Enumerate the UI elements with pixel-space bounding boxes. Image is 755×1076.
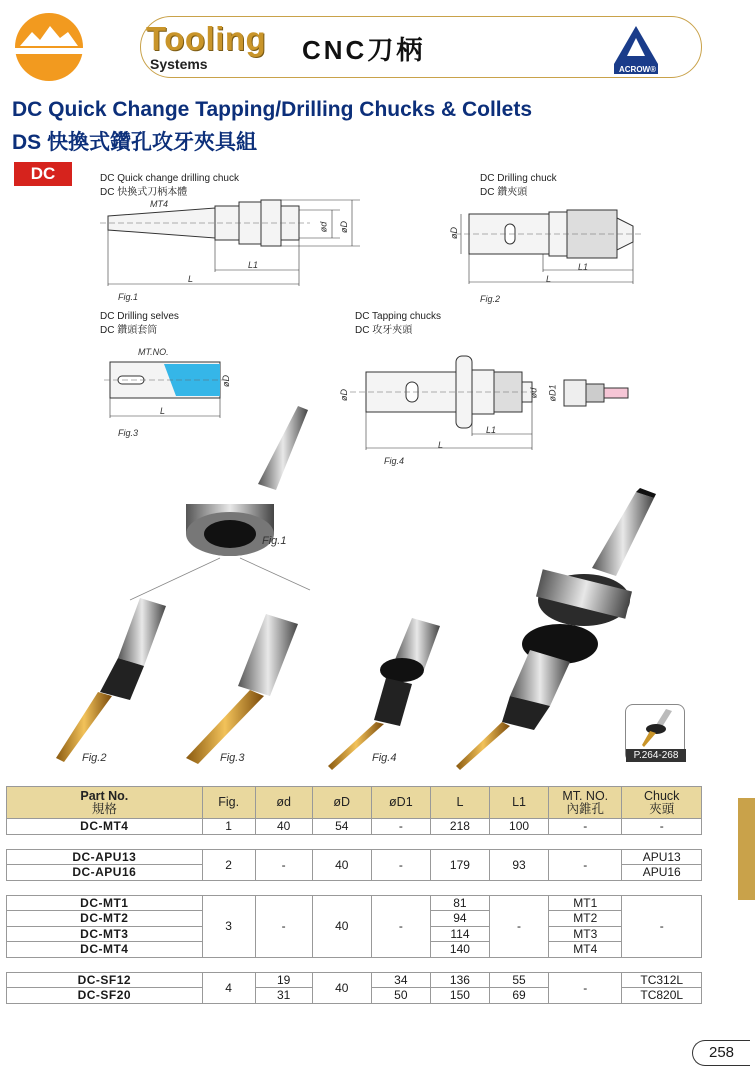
photo-label-fig3: Fig.3 — [220, 752, 245, 764]
fig3-caption — [100, 310, 179, 338]
photo-fig3 — [186, 614, 298, 764]
header-d: ød — [255, 787, 312, 819]
part-number: DC-MT4 — [7, 942, 203, 958]
cell-L: 179 — [430, 849, 489, 880]
cell-L: 140 — [430, 942, 489, 958]
fig3-mt-label: MT.NO. — [138, 347, 169, 357]
table-spacer — [7, 880, 702, 895]
header-chuck: Chuck 夾頭 — [622, 787, 702, 819]
fig1-caption — [100, 172, 239, 200]
part-number: DC-APU16 — [7, 865, 203, 881]
cell-D: 40 — [312, 895, 371, 957]
table-header-row — [7, 787, 702, 819]
table-row — [7, 849, 702, 865]
photo-label-fig2: Fig.2 — [82, 752, 107, 764]
part-number: DC-MT2 — [7, 911, 203, 927]
fig1-drawing — [100, 198, 370, 294]
cell-chuck: APU16 — [622, 865, 702, 881]
cell-mt: MT3 — [549, 926, 622, 942]
fig2-caption-zh: DC 鑽夾頭 — [480, 187, 528, 198]
photo-fig1 — [186, 406, 308, 556]
cell-mt: - — [549, 819, 622, 835]
cell-fig: 3 — [202, 895, 255, 957]
reference-thumbnail-image — [626, 705, 684, 749]
part-number: DC-SF12 — [7, 972, 203, 988]
fig1-caption-zh: DC 快換式刀柄本體 — [100, 187, 188, 198]
cell-d: 40 — [255, 819, 312, 835]
fig2-label: Fig.2 — [480, 294, 501, 304]
fig4-D-label: øD — [339, 389, 349, 401]
fig2-caption-en: DC Drilling chuck — [480, 173, 557, 184]
photo-fig2 — [56, 598, 166, 762]
fig4-caption — [355, 310, 441, 338]
cell-mt: MT1 — [549, 895, 622, 911]
cell-L: 150 — [430, 988, 489, 1004]
cell-D: 40 — [312, 849, 371, 880]
cell-chuck: - — [622, 895, 702, 957]
header-mt-no: MT. NO. 內錐孔 — [549, 787, 622, 819]
header-D1: øD1 — [371, 787, 430, 819]
fig3-L-label: L — [160, 406, 166, 416]
header-part-no: Part No. 規格 — [7, 787, 203, 819]
cell-D1: - — [371, 895, 430, 957]
cell-D1: 50 — [371, 988, 430, 1004]
brand-systems: Systems — [150, 56, 208, 72]
fig1-L1-label: L1 — [248, 260, 259, 270]
cell-L: 94 — [430, 911, 489, 927]
fig1-caption-en: DC Quick change drilling chuck — [100, 173, 239, 184]
fig4-L-label: L — [438, 440, 444, 450]
photo-label-fig1: Fig.1 — [262, 535, 287, 547]
page-title-english: DC Quick Change Tapping/Drilling Chucks & Collets — [12, 98, 532, 121]
fig4-D1-label: øD1 — [547, 384, 558, 402]
header-L: L — [430, 787, 489, 819]
cell-L1: 93 — [489, 849, 548, 880]
table-row — [7, 972, 702, 988]
cell-d: 31 — [255, 988, 312, 1004]
fig1-label: Fig.1 — [118, 292, 139, 302]
fig2-L-label: L — [546, 274, 552, 284]
header-fig: Fig. — [202, 787, 255, 819]
cell-mt: MT4 — [549, 942, 622, 958]
cell-D1: 34 — [371, 972, 430, 988]
fig3-caption-zh: DC 鑽頭套筒 — [100, 325, 158, 336]
part-number: DC-MT3 — [7, 926, 203, 942]
header-L1: L1 — [489, 787, 548, 819]
fig2-caption — [480, 172, 557, 200]
fig2-L1-label: L1 — [578, 262, 589, 272]
fig1-d-label: ød — [318, 221, 329, 233]
reference-page-label: P.264-268 — [626, 749, 686, 762]
spec-table — [6, 786, 702, 1004]
cell-chuck: APU13 — [622, 849, 702, 865]
cell-L: 218 — [430, 819, 489, 835]
table-row — [7, 895, 702, 911]
fig1-L-label: L — [188, 274, 194, 284]
cell-d: - — [255, 895, 312, 957]
brand-cnc: CNC刀柄 — [302, 35, 426, 65]
cell-D: 40 — [312, 972, 371, 1003]
fig4-L1-label: L1 — [486, 425, 497, 435]
fig3-caption-en: DC Drilling selves — [100, 311, 179, 322]
part-number: DC-MT4 — [7, 819, 203, 835]
fig4-caption-zh: DC 攻牙夾頭 — [355, 325, 413, 336]
cell-chuck: TC312L — [622, 972, 702, 988]
table-row — [7, 819, 702, 835]
part-number: DC-SF20 — [7, 988, 203, 1004]
fig1-mt-label: MT4 — [150, 199, 168, 209]
fig4-caption-en: DC Tapping chucks — [355, 311, 441, 322]
cell-L1: 100 — [489, 819, 548, 835]
page-title-chinese: DS 快換式鑽孔攻牙夾具組 — [12, 131, 258, 154]
side-tab-marker — [738, 798, 755, 900]
cell-L: 136 — [430, 972, 489, 988]
cell-D: 54 — [312, 819, 371, 835]
cell-L1: 55 — [489, 972, 548, 988]
page-number: 258 — [692, 1040, 750, 1066]
cell-L: 114 — [430, 926, 489, 942]
cell-fig: 1 — [202, 819, 255, 835]
cell-mt: - — [549, 972, 622, 1003]
header-D: øD — [312, 787, 371, 819]
fig3-D-label: øD — [221, 375, 231, 387]
cell-L: 81 — [430, 895, 489, 911]
fig2-D-label: øD — [449, 227, 459, 239]
cell-chuck: - — [622, 819, 702, 835]
photo-fig4 — [328, 618, 440, 770]
section-badge: DC — [14, 162, 72, 186]
cell-L1: - — [489, 895, 548, 957]
fig1-D-label: øD — [339, 221, 349, 233]
product-photos — [40, 400, 700, 775]
fig3-label: Fig.3 — [118, 428, 139, 438]
part-number: DC-APU13 — [7, 849, 203, 865]
acrow-label: ACROW® — [619, 65, 656, 74]
cell-d: - — [255, 849, 312, 880]
fig4-label: Fig.4 — [384, 456, 405, 466]
company-logo — [14, 12, 84, 82]
brand-tooling: Tooling — [146, 20, 267, 57]
cell-L1: 69 — [489, 988, 548, 1004]
cell-D1: - — [371, 819, 430, 835]
fig4-d-label: ød — [528, 387, 539, 399]
table-spacer — [7, 957, 702, 972]
cell-fig: 2 — [202, 849, 255, 880]
photo-label-fig4: Fig.4 — [372, 752, 397, 764]
cell-D1: - — [371, 849, 430, 880]
part-number: DC-MT1 — [7, 895, 203, 911]
cell-fig: 4 — [202, 972, 255, 1003]
cell-mt: - — [549, 849, 622, 880]
table-spacer — [7, 834, 702, 849]
cell-mt: MT2 — [549, 911, 622, 927]
cell-chuck: TC820L — [622, 988, 702, 1004]
cell-d: 19 — [255, 972, 312, 988]
